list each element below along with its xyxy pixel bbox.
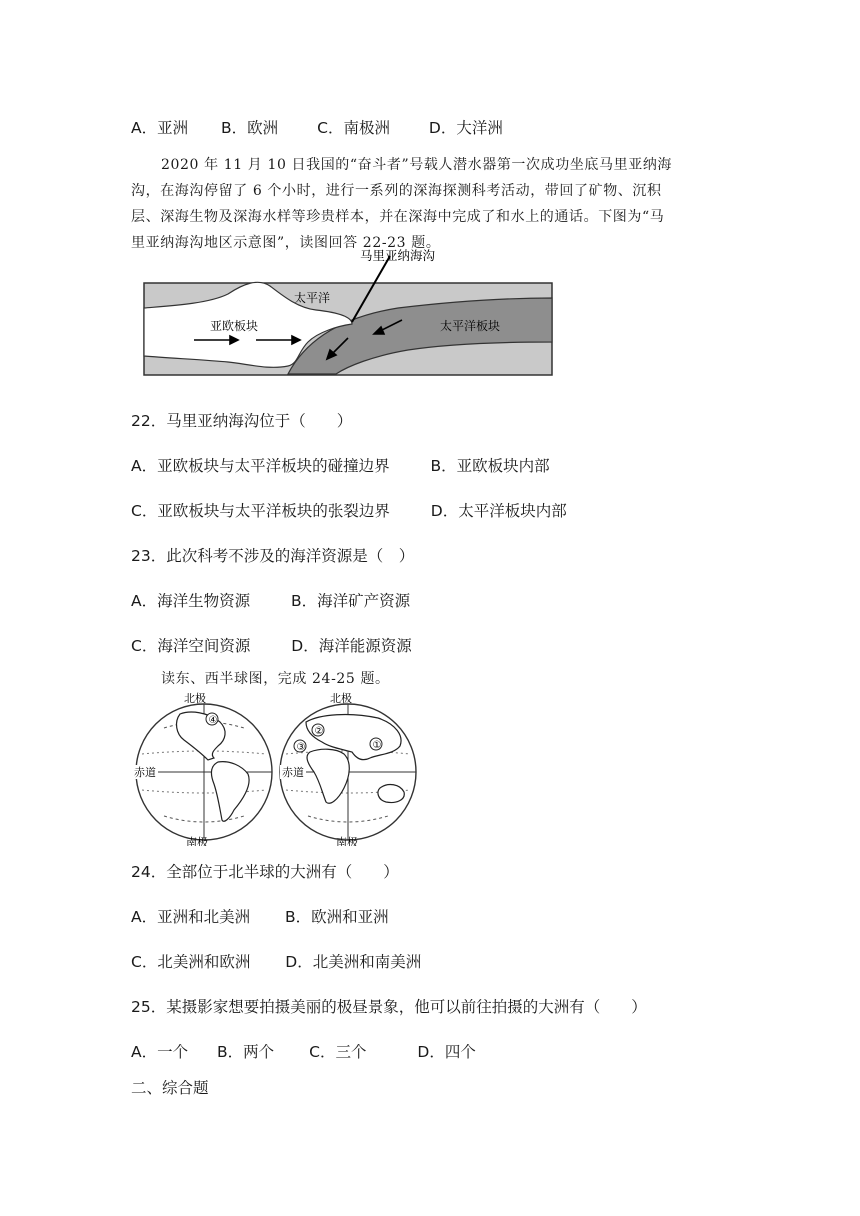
marker-2-label: ②: [314, 726, 324, 737]
intro-paragraph-24-25: [131, 666, 731, 692]
q24-stem: 24．全部位于北半球的大洲有（ ）: [131, 863, 399, 881]
marker-4-label: ④: [208, 715, 218, 726]
q22-option-c: C．亚欧板块与太平洋板块的张裂边界: [131, 502, 390, 520]
q21-option-c: C．南极洲: [317, 119, 390, 137]
q22-options-row-2: [131, 501, 567, 521]
q21-option-d: D．大洋洲: [428, 119, 503, 137]
eastern-south-pole-label: 南极: [336, 836, 358, 846]
pacific-ocean-label: 太平洋: [294, 291, 331, 305]
q25-option-b: B．两个: [217, 1043, 275, 1061]
oceania-shape: [378, 785, 404, 803]
q23-option-b: B．海洋矿产资源: [291, 592, 411, 610]
q23-stem: 23．此次科考不涉及的海洋资源是（ ）: [131, 547, 415, 565]
intro-24-25-line: 读东、西半球图，完成 24-25 题。: [161, 671, 390, 687]
q24-option-d: D．北美洲和南美洲: [285, 953, 422, 971]
q22-option-d: D．太平洋板块内部: [430, 502, 567, 520]
eastern-north-pole-label: 北极: [330, 692, 352, 705]
hemisphere-figure: [130, 692, 425, 846]
intro-line-4: 里亚纳海沟地区示意图”，读图回答 22-23 题。: [131, 235, 441, 251]
q24-option-c: C．北美洲和欧洲: [131, 953, 251, 971]
q23-option-c: C．海洋空间资源: [131, 637, 251, 655]
intro-paragraph-22-23: [131, 152, 731, 256]
western-south-pole-label: 南极: [186, 836, 208, 846]
q23-options-row-1: [131, 591, 410, 611]
trench-callout-label: 马里亚纳海沟: [360, 248, 436, 263]
q25-stem: 25．某摄影家想要拍摄美丽的极昼景象，他可以前往拍摄的大洲有（ ）: [131, 998, 647, 1016]
marker-1-label: ①: [372, 740, 382, 751]
q22-option-b: B．亚欧板块内部: [430, 457, 550, 475]
trench-diagram: [138, 246, 558, 378]
eurasian-plate-label: 亚欧板块: [210, 319, 259, 333]
western-equator-label: 赤道: [134, 766, 156, 779]
q25-option-c: C．三个: [309, 1043, 367, 1061]
hemisphere-map: [130, 692, 425, 846]
q22-stem: 22．马里亚纳海沟位于（ ）: [131, 412, 353, 430]
western-hemisphere: [132, 692, 272, 846]
pacific-plate-label: 太平洋板块: [440, 319, 501, 333]
intro-line-1: 2020 年 11 月 10 日我国的“奋斗者”号载人潜水器第一次成功坐底马里亚纳海: [161, 157, 673, 173]
q24-options-row-1: [131, 907, 389, 927]
intro-line-3: 层、深海生物及深海水样等珍贵样本，并在深海中完成了和水上的通话。下图为“马: [131, 209, 665, 225]
q23-option-d: D．海洋能源资源: [291, 637, 412, 655]
q22-option-a: A．亚欧板块与太平洋板块的碰撞边界: [131, 457, 390, 475]
eastern-hemisphere: [280, 692, 416, 846]
q25-option-a: A．一个: [131, 1043, 189, 1061]
q21-option-b: B．欧洲: [221, 119, 279, 137]
intro-line-2: 沟，在海沟停留了 6 个小时，进行一系列的深海探测科考活动，带回了矿物、沉积: [131, 183, 662, 199]
q23-options-row-2: [131, 636, 412, 656]
section-title: 二、综合题: [131, 1079, 209, 1097]
q22-options-row-1: [131, 456, 550, 476]
mariana-trench-figure: [138, 246, 558, 378]
q25-option-d: D．四个: [417, 1043, 476, 1061]
q24-option-a: A．亚洲和北美洲: [131, 908, 251, 926]
marker-3-label: ③: [296, 742, 306, 753]
q21-options-row: [131, 118, 503, 138]
western-north-pole-label: 北极: [184, 692, 206, 705]
q25-options-row: [131, 1042, 476, 1062]
q24-options-row-2: [131, 952, 421, 972]
q21-option-a: A．亚洲: [131, 119, 189, 137]
eastern-equator-label: 赤道: [282, 766, 304, 779]
q24-option-b: B．欧洲和亚洲: [285, 908, 389, 926]
q23-option-a: A．海洋生物资源: [131, 592, 251, 610]
